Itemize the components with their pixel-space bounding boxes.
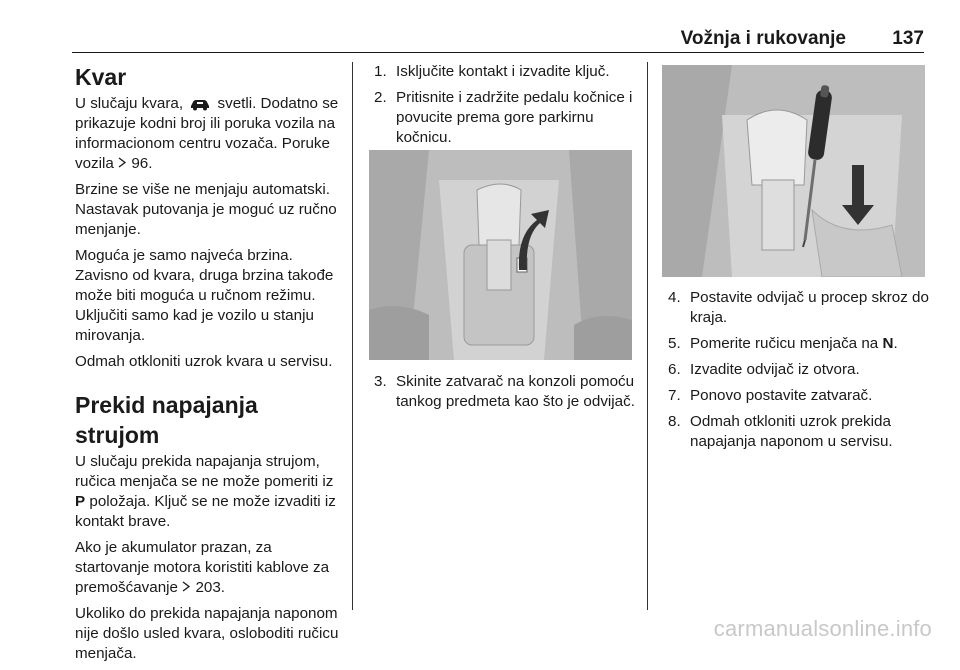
prekid-paragraph-2: Ako je akumulator prazan, za startovanje motora koristiti kablove za premošćavanje 203. — [75, 539, 330, 596]
column-divider — [647, 62, 648, 610]
watermark: carmanualsonline.info — [713, 616, 932, 641]
page-header — [72, 28, 924, 53]
list-item: 6. Izvadite odvijač iz otvora. — [668, 361, 860, 378]
left-column — [75, 62, 343, 670]
list-item: 8. Odmah otkloniti uzrok prekida napajanja naponom u servisu. — [668, 413, 893, 450]
heading-prekid: Prekid napajanja strujom — [75, 392, 258, 448]
steps-list-3 — [668, 288, 930, 452]
kvar-paragraph-1: U slučaju kvara, svetli. Dodatno se prikazuje kodni broj ili poruka vozila na informacionom centru vozača. Poruke vozila 96. — [75, 95, 339, 172]
steps-list-1 — [374, 62, 636, 148]
screwdriver-illustration — [662, 65, 925, 277]
kvar-paragraph-4: Odmah otkloniti uzrok kvara u servisu. — [75, 353, 333, 370]
list-item: 5. Pomerite ručicu menjača na N. — [668, 335, 898, 352]
kvar-paragraph-3: Moguća je samo najveća brzina. Zavisno od kvara, druga brzina takođe može biti moguća u ručnom režimu. Uključiti samo kad je vozilo u stanju mirovanja. — [75, 247, 334, 344]
heading-kvar: Kvar — [75, 64, 127, 90]
list-item: 4. Postavite odvijač u procep skroz do kraja. — [668, 289, 929, 326]
list-item: 2. Pritisnite i zadržite pedalu kočnice i povucite prema gore parkirnu kočnicu. — [374, 89, 633, 146]
kvar-paragraph-2: Brzine se više ne menjaju automatski. Nastavak putovanja je moguć uz ručno menjanje. — [75, 181, 337, 238]
list-item: 7. Ponovo postavite zatvarač. — [668, 387, 873, 404]
list-item: 1. Isključite kontakt i izvadite ključ. — [374, 63, 610, 80]
car-wrench-icon — [189, 97, 211, 111]
page-reference-icon — [118, 157, 127, 168]
figure-gear-selector — [369, 150, 632, 360]
prekid-paragraph-1: U slučaju prekida napajanja strujom, ručica menjača se ne može pomeriti iz P položaja. Ključ se ne može izvaditi iz kontakt brave. — [75, 453, 336, 530]
list-item: 3. Skinite zatvarač na konzoli pomoću tankog predmeta kao što je odvijač. — [374, 373, 635, 410]
section-title: Vožnja i rukovanje — [680, 28, 846, 49]
middle-column — [374, 62, 636, 154]
page-number: 137 — [892, 28, 924, 49]
gear-selector-illustration — [369, 150, 632, 360]
right-column — [668, 288, 930, 458]
page-reference-icon — [182, 581, 191, 592]
steps-list-2 — [374, 372, 636, 412]
figure-screwdriver — [662, 65, 925, 277]
middle-column-lower — [374, 372, 636, 418]
column-divider — [352, 62, 353, 610]
prekid-paragraph-3: Ukoliko do prekida napajanja naponom nije došlo usled kvara, osloboditi ručicu menjača. — [75, 605, 339, 662]
